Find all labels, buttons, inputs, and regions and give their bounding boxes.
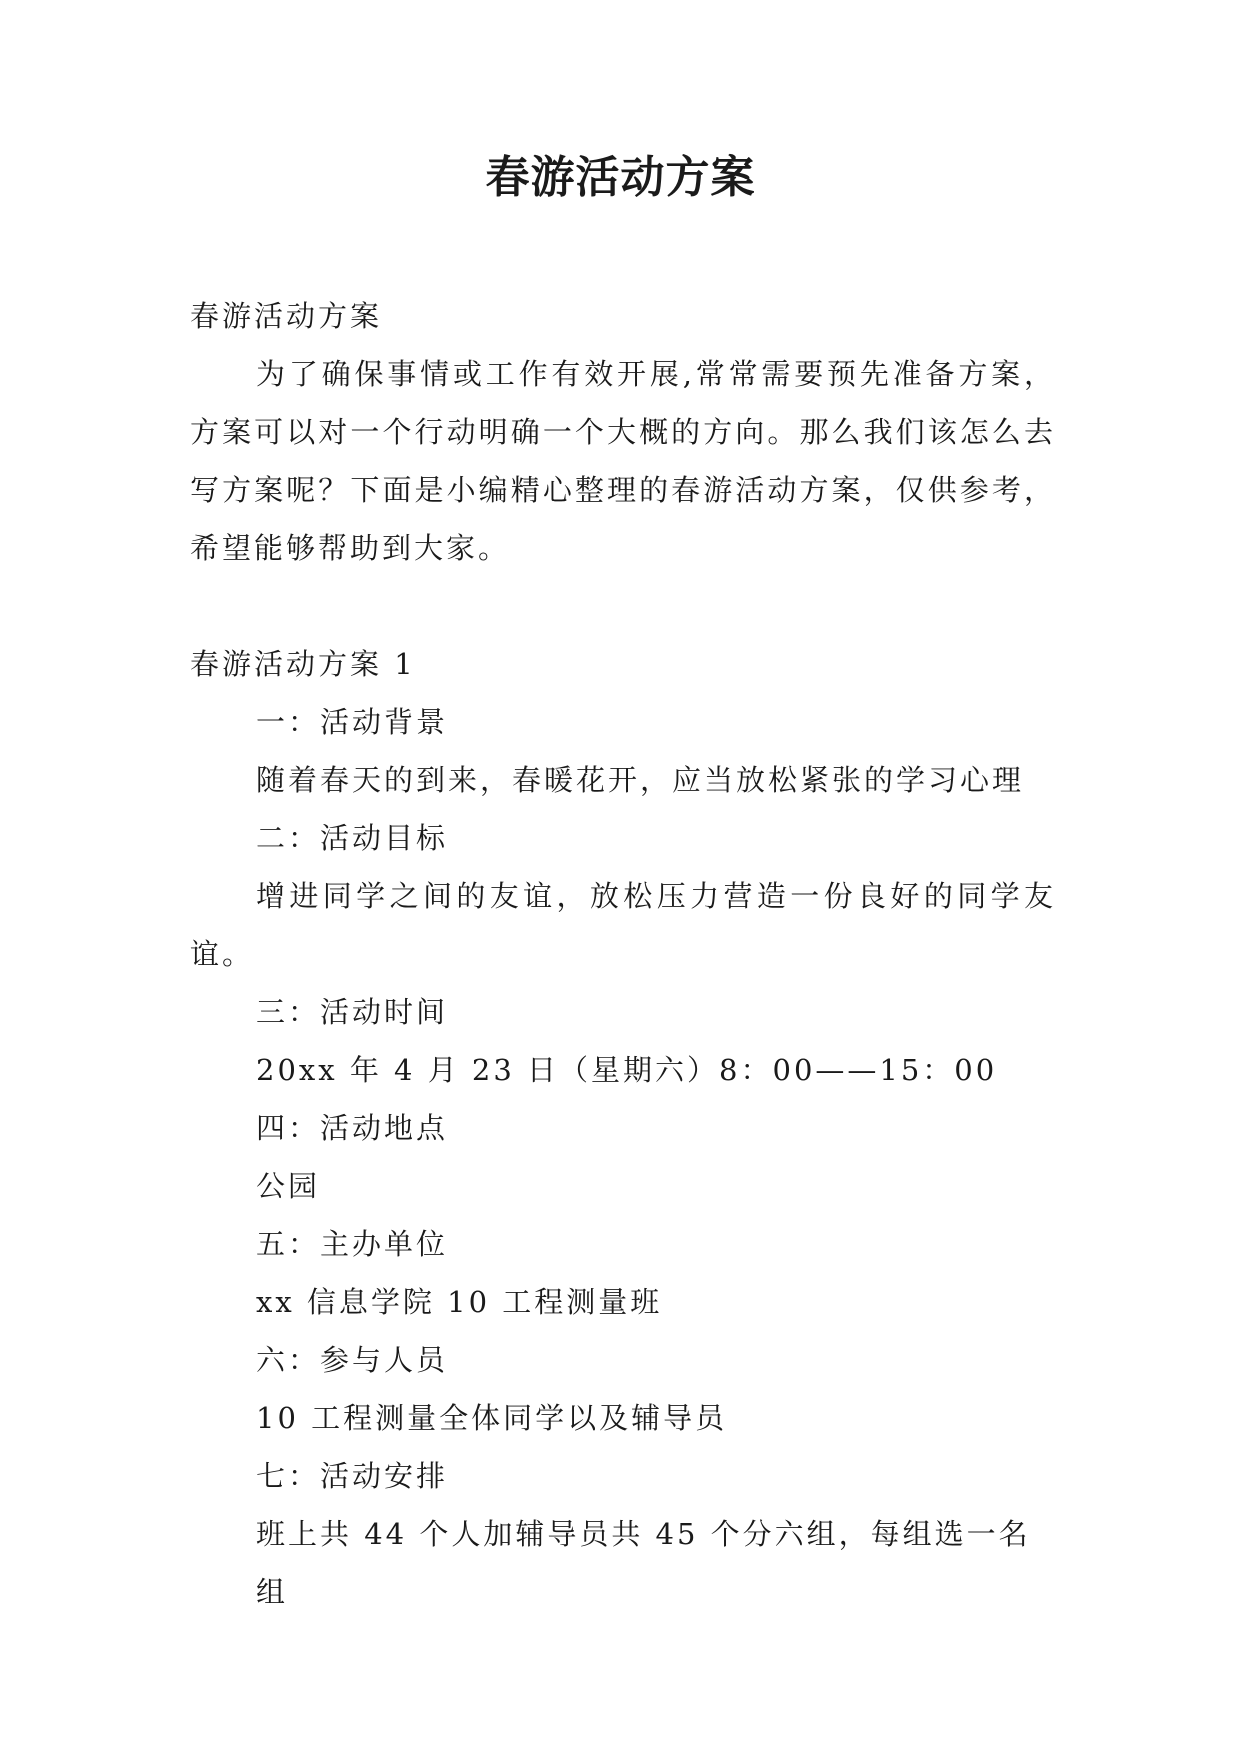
section-7-content: 班上共 44 个人加辅导员共 45 个分六组，每组选一名组 <box>256 1517 1031 1609</box>
intro-paragraph: 为了确保事情或工作有效开展,常常需要预先准备方案，方案可以对一个行动明确一个大概的方向。那么我们该怎么去写方案呢？下面是小编精心整理的春游活动方案，仅供参考，希望能够帮助到大家。 <box>190 357 1056 565</box>
section-4-content: 公园 <box>256 1169 321 1203</box>
section-4-heading: 四：活动地点 <box>256 1111 449 1145</box>
document-subtitle: 春游活动方案 <box>190 299 383 333</box>
section-1-content: 随着春天的到来，春暖花开，应当放松紧张的学习心理 <box>256 763 1025 797</box>
section-3-content: 20xx 年 4 月 23 日（星期六）8：00——15：00 <box>256 1053 998 1087</box>
section-3-heading: 三：活动时间 <box>256 995 449 1029</box>
paragraph-spacer <box>190 577 1056 635</box>
section-7-heading: 七：活动安排 <box>256 1459 449 1493</box>
document-body <box>190 287 1056 1621</box>
section-5-content: xx 信息学院 10 工程测量班 <box>256 1285 663 1319</box>
section-6-content: 10 工程测量全体同学以及辅导员 <box>256 1401 728 1435</box>
document-title: 春游活动方案 <box>485 152 756 203</box>
section-5-heading: 五：主办单位 <box>256 1227 449 1261</box>
section-1-heading: 一：活动背景 <box>256 705 449 739</box>
section-6-heading: 六：参与人员 <box>256 1343 449 1377</box>
section-2-heading: 二：活动目标 <box>256 821 449 855</box>
section-2-content: 增进同学之间的友谊，放松压力营造一份良好的同学友谊。 <box>190 879 1056 971</box>
section-heading: 春游活动方案 1 <box>190 647 416 681</box>
